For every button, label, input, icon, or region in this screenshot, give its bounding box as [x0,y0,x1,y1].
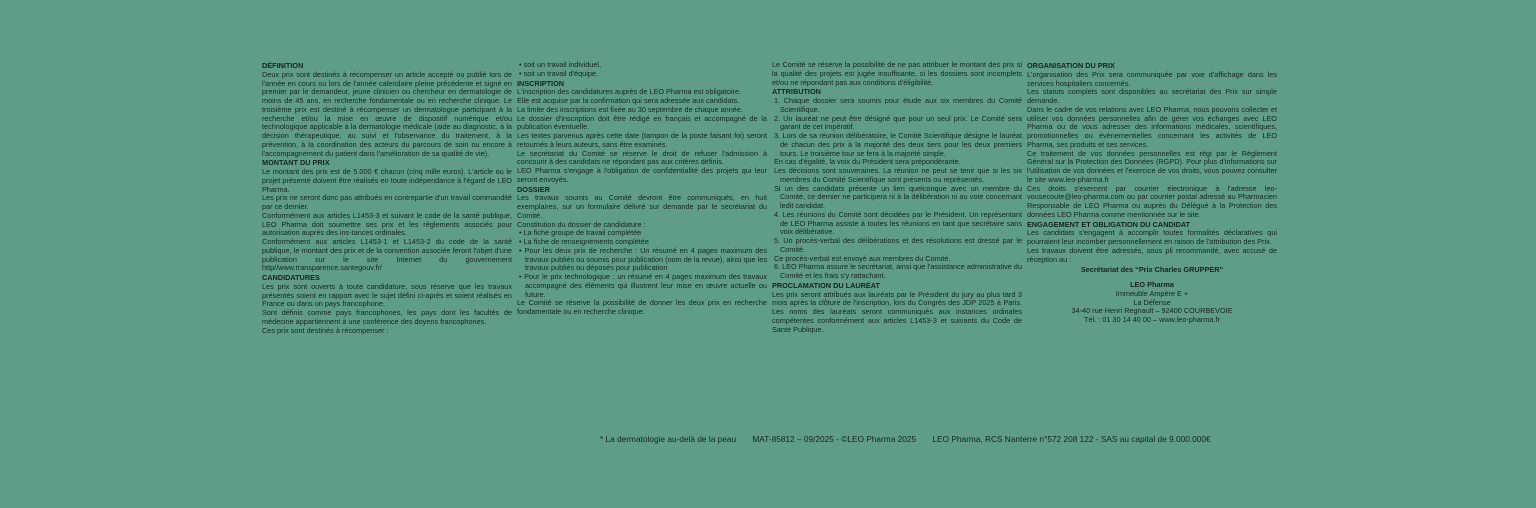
inscription-paragraph: Elle est acquise par la confirmation qui sera adressée aux candidats. [517,96,740,105]
section-title-attribution: ATTRIBUTION [772,87,821,97]
dossier-paragraph: Constitution du dossier de candidature : [517,219,646,229]
footer-code: MAT-85812 – 09/2025 - ©LEO Pharma 2025 [752,434,917,444]
attribution-item: En cas d'égalité, la voix du Président sera prépondérante. [774,157,961,167]
attribution-item: 2. Un lauréat ne peut être désigné que pour un seul prix. Le Comité sera garant de cet impératif. [774,113,1022,132]
montant-paragraph: Conformément aux articles L1453-3 et suivant le code de la santé publique, LEO Pharma doit soumettre ses prix et les règlements associés pour autorisation auprès des ins-tances ordinales. [262,210,512,238]
montant-paragraph: Le montant des prix est de 5.000 € chacun (cinq mille euros). L'article ou le projet présenté doivent être réalisés en toute indépendance à l'égard de LEO Pharma. [262,167,512,194]
inscription-paragraph: Le secrétariat du Comité se réserve le droit de refuser l'admission à concourir à des candidats ne répondant pas aux critères définis. [517,148,767,167]
proclamation-paragraph: Les prix seront attribués aux lauréats par le Président du jury au plus tard 3 mois après la clôture de l'inscription, lors du Congrès des JDP 2025 à Paris. Les noms des lauréats seront communiqués aux instances ordinales compétentes conformément aux articles L1453-3 et suivants du Code de Santé Publique. [772,289,1022,334]
inscription-paragraph: Le dossier d'inscription doit être rédigé en français et accompagné de la publication éventuelle. [517,113,767,132]
section-title-dossier: DOSSIER [517,184,550,194]
column-4 [1027,61,1277,325]
address-line: Tél. : 01 30 14 40 00 – www.leo-pharma.fr [1084,315,1220,324]
organisation-paragraph: Les statuts complets sont disponibles au secrétariat des Prix sur simple demande. [1027,87,1277,105]
inscription-paragraph: L'inscription des candidatures auprès de LEO Pharma est obligatoire. [517,87,742,97]
montant-paragraph: Conformément aux articles L1453-1 et L1453-2 du code de la santé publique, le montant des prix et de la convention associée feront l'objet d'une publication sur le site Internet du gouvernement http//www.transparence.santegouv.fr/ [262,237,512,273]
intro-paragraph: Le Comité se réserve la possibilité de ne pas attribuer le montant des prix si la qualité des projets est jugée insuffisante, si les dossiers sont incomplets et/ou ne répondant pas aux conditions d'éligibilité. [772,60,1022,87]
attribution-item: 6. LEO Pharma assure le secrétariat, ainsi que l'assistance administrative du Comité et les frais s'y rattachant. [774,262,1022,280]
candidatures-paragraph: Les prix sont ouverts à toute candidature, sous réserve que les travaux présentés soient en rapport avec le sujet défini ci-après et soient réalisés en France ou dans un pays francophone. [262,281,512,309]
attribution-item: Si un des candidats présente un lien quelconque avec un membre du Comité, ce dernier ne participera ni à la délibération ni au vote concernant ledit candidat. [774,183,1022,210]
inscription-paragraph: LEO Pharma s'engage à l'obligation de confidentialité des projets qui leur seront envoyés. [517,166,767,184]
column-3 [772,61,1022,334]
attribution-item: 1. Chaque dossier sera soumis pour étude aux six membres du Comité Scientifique. [774,96,1022,114]
list-item: • Pour le prix technologique : un résumé en 4 pages maximum des travaux accompagné des éléments qui illustrent leur mise en œuvre actuelle ou future. [519,272,767,299]
address-line: 34-40 rue Henri Regnault – 92400 COURBEVOIE [1071,306,1233,316]
definition-text: Deux prix sont destinés à récompenser un article accepté ou publié lors de l'année en cours ou lors de l'année calendaire pleine précédente et signé en premier par le demandeur, jeune clinicien ou chercheur en dermatologie de moins de 45 ans, en recherche fondamentale ou en recherche clinique. Le troisième prix est destiné à récompenser un dermatologue participant à la recherche et/ou la mise en œuvre de dispositif numérique et/ou technologique applicable à la dermatologie médicale (aide au diagnostic, à la décision thérapeutique, au suivi et l'observance du traitement, à la prévention, à la coordination des acteurs du parcours de soin ou encore à l'accompagnement du patient dans l'amélioration de sa qualité de vie). [262,69,512,158]
organisation-paragraph: Ce traitement de vos données personnelles est régi par le Règlement Général sur la Protection des Données (RGPD). Pour plus d'informations sur l'utilisation de vos données et l'exercice de vos droits, vous pouvez consulter le site www.leo-pharma.fr [1027,148,1277,184]
address-line: La Défense [1133,297,1171,307]
footer-tagline: * La dermatologie au-delà de la peau [600,434,737,444]
section-title-engagement: ENGAGEMENT ET OBLIGATION DU CANDIDAT [1027,219,1191,229]
column-1 [262,61,512,335]
candidatures-paragraph: Sont définis comme pays francophones, les pays dont les facultés de médecine appartiennent à une conférence des doyens francophones. [262,308,512,326]
attribution-item: Les décisions sont souveraines. La réunion ne peut se tenir que si les six membres du Comité Scientifique sont présents ou représentés. [774,166,1022,184]
list-item: • soit un travail d'équipe. [519,68,598,78]
section-title-montant: MONTANT DU PRIX [262,158,330,168]
section-title-definition: DÉFINITION [262,61,304,70]
attribution-item: 3. Lors de sa réunion délibératoire, le Comité Scientifique désigne le lauréat de chacun des prix à la majorité des deux tiers pour les deux premiers tours. Le troisième tour se fera à la majorité simple. [774,131,1022,158]
attribution-item: 4. Les réunions du Comité sont décidées par le Président. Un représentant de LEO Pharma assiste à toutes les réunions en tant que secrétaire sans voix délibérative. [774,209,1022,237]
list-item: • La fiche de renseignements complétée [519,237,649,246]
attribution-item: 5. Un procès-verbal des délibérations et des résolutions est dressé par le Comité. [774,236,1022,254]
organisation-paragraph: Dans le cadre de vos relations avec LEO Pharma, nous pouvons collecter et utiliser vos données personnelles afin de gérer vos échanges avec LEO Pharma ou de vous adresser des informations médicales, scientifiques, promotionnelles ou évènementielles concernant les activités de LEO Pharma, ses produits et ses services. [1027,104,1277,149]
secretariat-title: Secrétariat des “Prix Charles GRUPPER” [1080,265,1224,275]
section-title-inscription: INSCRIPTION [517,78,565,88]
column-2 [517,61,767,317]
section-title-organisation: ORGANISATION DU PRIX [1027,61,1115,70]
attribution-item: Ce procès-verbal est envoyé aux membres du Comité. [774,253,951,263]
organisation-paragraph: Ces droits s'exercent par courrier électronique à l'adresse leo-vousecoute@leo-pharma.com ou par courrier postal adressé au Pharmacien Responsable de LEO Pharma ou auprès du Délégué à la Protection des données LEO Pharma comme mentionnée sur le site. [1027,183,1277,219]
section-title-proclamation: PROCLAMATION DU LAURÉAT [772,280,880,290]
address-company: LEO Pharma [1130,280,1174,289]
section-title-candidatures: CANDIDATURES [262,273,320,282]
organisation-paragraph: L'organisation des Prix sera communiquée par voie d'affichage dans les services hospitaliers concernés. [1027,69,1277,88]
list-item: • soit un travail individuel, [519,60,602,69]
list-item: • La fiche groupe de travail complétée [519,228,642,238]
engagement-paragraph: Les travaux doivent être adressés, sous pli recommandé, avec accusé de réception au : [1027,245,1277,264]
dossier-paragraph: Les travaux soumis au Comité devront être communiqués, en huit exemplaires, sur un formulaire délivré sur demande par le secrétariat du Comité. [517,193,767,220]
candidatures-paragraph: Ces prix sont destinés à récompenser : [262,325,389,335]
engagement-paragraph: Les candidats s'engagent à accomplir toutes formalités déclaratives qui pourraient leur incomber personnellement en raison de l'attribution des Prix. [1027,228,1277,246]
footer-legal: LEO Pharma, RCS Nanterre n°572 208 122 - SAS au capital de 9.000.000€ [932,434,1211,444]
dossier-paragraph: Le Comité se réserve la possibilité de donner les deux prix en recherche fondamentale ou en recherche clinique. [517,298,767,316]
list-item: • Pour les deux prix de recherche : Un résumé en 4 pages maximum des travaux publiés ou soumis pour publication (nom de la revue), ainsi que les travaux publiés ou déposés pour publication [519,245,767,273]
inscription-paragraph: Les textes parvenus après cette date (tampon de la poste faisant foi) seront retournés à leurs auteurs, sans être examinés. [517,131,767,149]
inscription-paragraph: La limite des inscriptions est fixée au 30 septembre de chaque année. [517,104,743,114]
footer [600,434,1225,444]
address-line: Immeuble Ampère E + [1115,288,1189,298]
montant-paragraph: Les prix ne seront donc pas attribués en contrepartie d'un travail commandité par ce dernier. [262,193,512,211]
